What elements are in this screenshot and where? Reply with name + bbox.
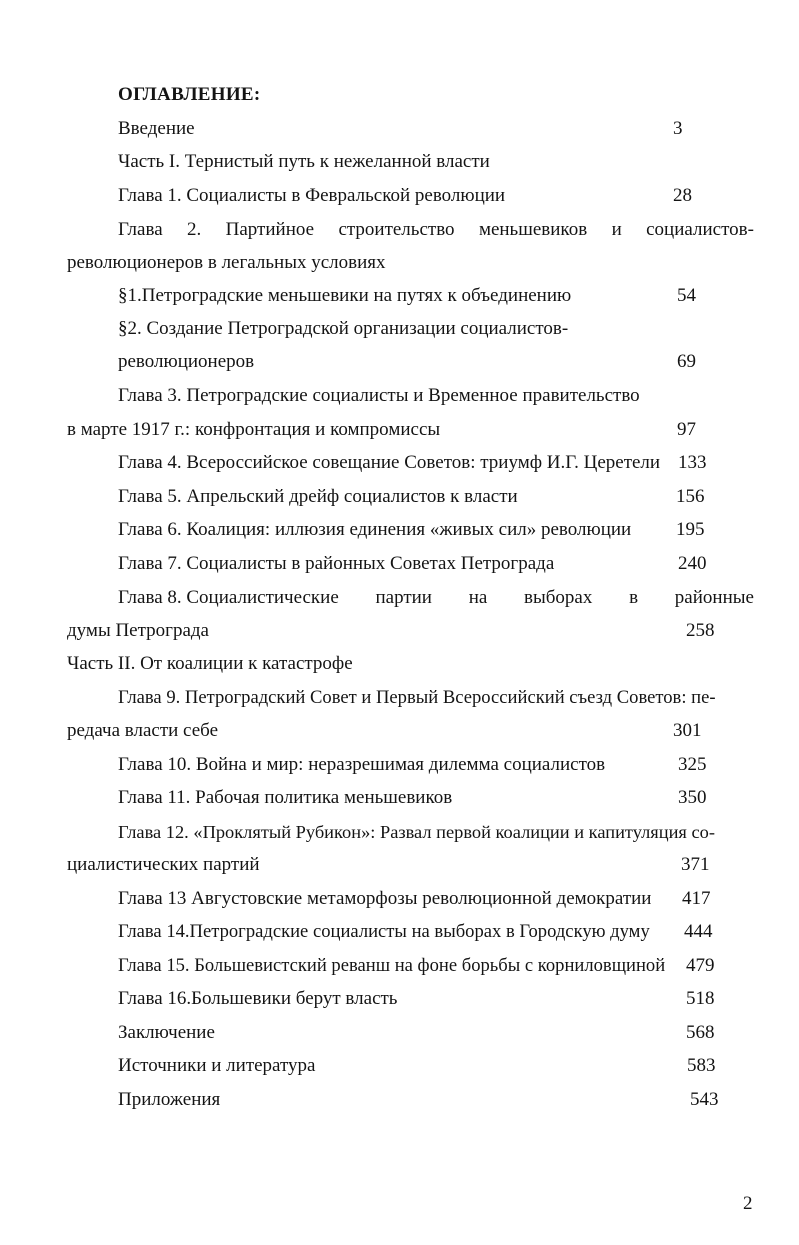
toc-word: в (629, 587, 639, 608)
toc-page-section-2: 69 (677, 351, 696, 372)
toc-page-sources: 583 (687, 1055, 716, 1076)
toc-word: строительство (338, 219, 455, 240)
toc-entry-chapter-4: Глава 4. Всероссийское совещание Советов: триумф И.Г. Церетели (118, 452, 661, 473)
toc-entry-section-2: §2. Создание Петроградской организации социалистов- (118, 318, 569, 339)
toc-page-chapter-4: 133 (678, 452, 707, 473)
toc-entry-sources: Источники и литература (118, 1055, 316, 1076)
toc-entry-section-1: §1.Петроградские меньшевики на путях к объединению (118, 285, 572, 306)
toc-page-chapter-5: 156 (676, 486, 705, 507)
toc-word: Партийное (225, 219, 315, 240)
toc-page-chapter-11: 350 (678, 787, 707, 808)
toc-entry-chapter-3-cont: в марте 1917 г.: конфронтация и компромиссы (67, 419, 441, 440)
toc-entry-introduction: Введение (118, 118, 195, 139)
toc-entry-chapter-9: Глава 9. Петроградский Совет и Первый Всероссийский съезд Советов: пе- (118, 687, 716, 708)
toc-entry-chapter-15: Глава 15. Большевистский реванш на фоне борьбы с корниловщиной (118, 955, 666, 976)
toc-entry-chapter-14: Глава 14.Петроградские социалисты на выборах в Городскую думу (118, 921, 650, 942)
toc-page-chapter-6: 195 (676, 519, 705, 540)
toc-word: выборах (524, 587, 593, 608)
toc-page-chapter-14: 444 (684, 921, 713, 942)
toc-entry-chapter-2 (118, 218, 754, 242)
toc-entry-conclusion: Заключение (118, 1022, 215, 1043)
toc-word: социалистов- (646, 219, 754, 240)
toc-page-section-1: 54 (677, 285, 696, 306)
toc-entry-chapter-12-cont: циалистических партий (67, 854, 260, 875)
toc-page-chapter-3: 97 (677, 419, 696, 440)
page-number: 2 (743, 1193, 753, 1214)
toc-word: партии (375, 587, 432, 608)
toc-page-chapter-9: 301 (673, 720, 702, 741)
toc-entry-chapter-2-cont: революционеров в легальных условиях (67, 252, 386, 273)
toc-word: 2. (187, 219, 202, 240)
toc-page-chapter-16: 518 (686, 988, 715, 1009)
toc-page-conclusion: 568 (686, 1022, 715, 1043)
toc-entry-chapter-11: Глава 11. Рабочая политика меньшевиков (118, 787, 453, 808)
toc-page-chapter-13: 417 (682, 888, 711, 909)
toc-entry-chapter-8-cont: думы Петрограда (67, 620, 209, 641)
toc-page-chapter-12: 371 (681, 854, 710, 875)
toc-word: и (611, 219, 622, 240)
toc-word: Глава 8. Социалистические (118, 587, 339, 608)
toc-page-chapter-8: 258 (686, 620, 715, 641)
toc-entry-chapter-12: Глава 12. «Проклятый Рубикон»: Развал первой коалиции и капитуляция со- (118, 822, 715, 842)
toc-word: на (468, 587, 488, 608)
toc-page-chapter-10: 325 (678, 754, 707, 775)
toc-page-introduction: 3 (673, 118, 683, 139)
toc-entry-section-2-cont: революционеров (118, 351, 255, 372)
toc-page-chapter-7: 240 (678, 553, 707, 574)
toc-entry-chapter-5: Глава 5. Апрельский дрейф социалистов к власти (118, 486, 518, 507)
toc-entry-chapter-7: Глава 7. Социалисты в районных Советах Петрограда (118, 553, 555, 574)
toc-entry-chapter-6: Глава 6. Коалиция: иллюзия единения «живых сил» революции (118, 519, 632, 540)
toc-entry-chapter-3: Глава 3. Петроградские социалисты и Временное правительство (118, 385, 640, 406)
toc-entry-chapter-8 (118, 586, 754, 610)
toc-entry-appendices: Приложения (118, 1089, 221, 1110)
toc-entry-chapter-1: Глава 1. Социалисты в Февральской революции (118, 185, 506, 206)
toc-page-appendices: 543 (690, 1089, 719, 1110)
toc-page-chapter-15: 479 (686, 955, 715, 976)
toc-entry-chapter-10: Глава 10. Война и мир: неразрешимая дилемма социалистов (118, 754, 606, 775)
toc-part-2: Часть II. От коалиции к катастрофе (67, 653, 353, 674)
toc-page-chapter-1: 28 (673, 185, 692, 206)
toc-entry-chapter-16: Глава 16.Большевики берут власть (118, 988, 398, 1009)
toc-word: Глава (118, 219, 163, 240)
toc-part-1: Часть I. Тернистый путь к нежеланной власти (118, 151, 490, 172)
toc-entry-chapter-13: Глава 13 Августовские метаморфозы революционной демократии (118, 888, 652, 909)
toc-entry-chapter-9-cont: редача власти себе (67, 720, 218, 741)
toc-title: ОГЛАВЛЕНИЕ: (118, 84, 261, 105)
toc-word: меньшевиков (478, 219, 588, 240)
toc-word: районные (674, 587, 754, 608)
